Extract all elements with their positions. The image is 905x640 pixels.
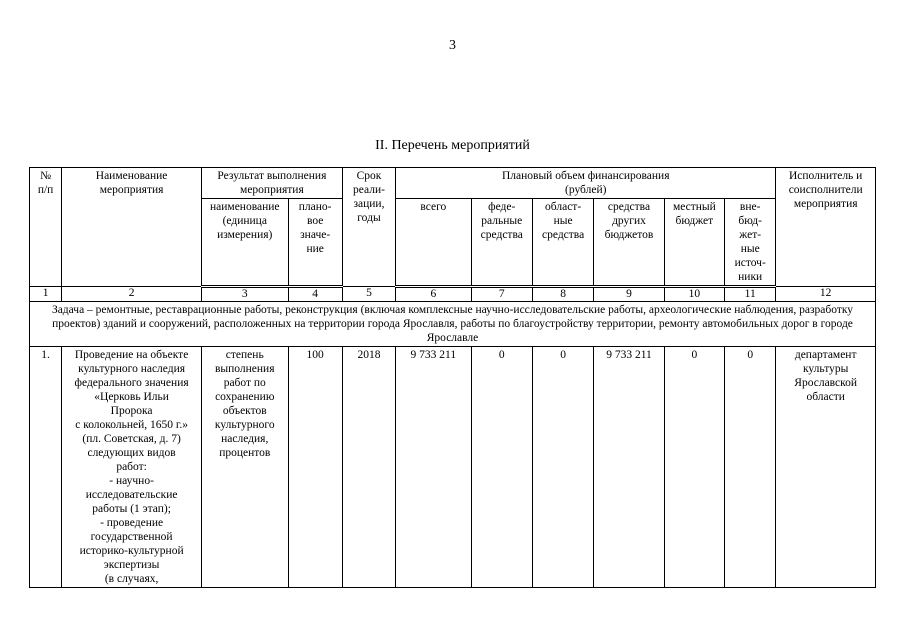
header-executor: Исполнитель и соисполнители мероприятия bbox=[776, 168, 876, 287]
row-num: 1. bbox=[30, 347, 62, 588]
row-fin-federal: 0 bbox=[471, 347, 532, 588]
row-fin-total: 9 733 211 bbox=[396, 347, 471, 588]
page-number: 3 bbox=[449, 38, 456, 53]
row-executor: департамент культуры Ярославской области bbox=[776, 347, 876, 588]
row-fin-other: 9 733 211 bbox=[594, 347, 664, 588]
header-result-plan: плано- вое значе- ние bbox=[288, 199, 342, 287]
header-fin-total: всего bbox=[396, 199, 471, 287]
column-numbers-row bbox=[30, 287, 876, 302]
column-number: 1 bbox=[30, 287, 62, 302]
table-row bbox=[30, 347, 876, 588]
header-num: № п/п bbox=[30, 168, 62, 287]
column-number: 9 bbox=[594, 287, 664, 302]
row-fin-local: 0 bbox=[664, 347, 724, 588]
header-fin-extra: вне- бюд- жет- ные источ- ники bbox=[725, 199, 776, 287]
header-fin-federal: феде- ральные средства bbox=[471, 199, 532, 287]
column-number: 8 bbox=[532, 287, 593, 302]
row-fin-extra: 0 bbox=[725, 347, 776, 588]
row-name: Проведение на объекте культурного наследия федерального значения «Церковь Ильи Пророка с колокольней, 1650 г.» (пл. Советская, д. 7) следующих видов работ: - научно- исследовательские работы (1 этап); - проведение государственной историко-культурной экспертизы (в случаях, bbox=[62, 347, 202, 588]
column-number: 3 bbox=[202, 287, 289, 302]
header-name: Наименование мероприятия bbox=[62, 168, 202, 287]
header-result-group: Результат выполнения мероприятия bbox=[202, 168, 343, 199]
column-number: 5 bbox=[342, 287, 395, 302]
header-fin-local: местный бюджет bbox=[664, 199, 724, 287]
row-fin-regional: 0 bbox=[532, 347, 593, 588]
row-result-name: степень выполнения работ по сохранению объектов культурного наследия, процентов bbox=[202, 347, 289, 588]
header-fin-regional: област- ные средства bbox=[532, 199, 593, 287]
header-financing-group: Плановый объем финансирования (рублей) bbox=[396, 168, 776, 199]
column-number: 11 bbox=[725, 287, 776, 302]
column-number: 12 bbox=[776, 287, 876, 302]
row-result-plan: 100 bbox=[288, 347, 342, 588]
column-number: 7 bbox=[471, 287, 532, 302]
activities-table bbox=[29, 167, 876, 588]
task-text: Задача – ремонтные, реставрационные работы, реконструкция (включая комплексные научно-исследовательские работы, археологические наблюдения, разработку проектов) зданий и сооружений, расположенных на территории города Ярославля, работы по благоустройству территории, ремонту автомобильных дорог в городе Ярославле bbox=[30, 302, 876, 347]
task-row bbox=[30, 302, 876, 347]
header-row-top bbox=[30, 168, 876, 199]
row-term: 2018 bbox=[342, 347, 395, 588]
column-number: 4 bbox=[288, 287, 342, 302]
column-number: 2 bbox=[62, 287, 202, 302]
header-term: Срок реали- зации, годы bbox=[342, 168, 395, 287]
section-title: II. Перечень мероприятий bbox=[375, 138, 530, 153]
column-number: 10 bbox=[664, 287, 724, 302]
column-number: 6 bbox=[396, 287, 471, 302]
header-result-name: наименование (единица измерения) bbox=[202, 199, 289, 287]
header-fin-other: средства других бюджетов bbox=[594, 199, 664, 287]
